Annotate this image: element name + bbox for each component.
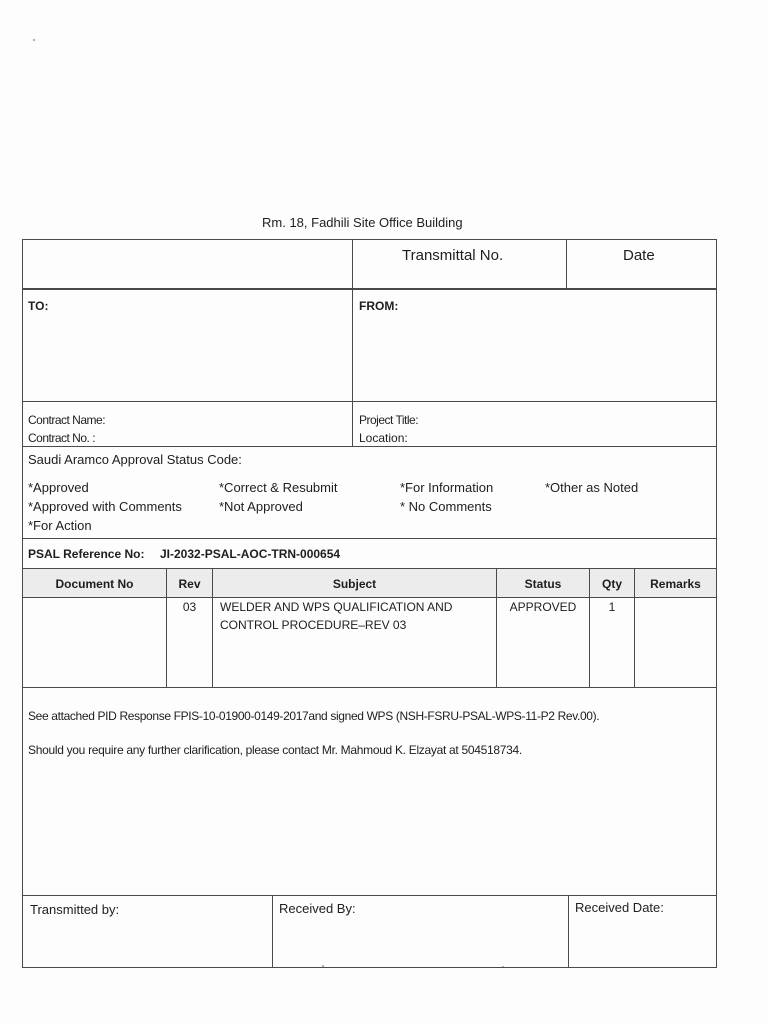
contract-no-label: Contract No. : xyxy=(28,431,96,445)
divider-footer-1 xyxy=(272,895,273,968)
scan-speck xyxy=(33,39,35,41)
status-approved-with-comments: *Approved with Comments xyxy=(28,499,182,514)
cell-subject-line1: WELDER AND WPS QUALIFICATION AND xyxy=(220,600,453,614)
transmittal-no-label: Transmittal No. xyxy=(402,247,504,264)
to-label: TO: xyxy=(28,299,49,313)
col-header-status: Status xyxy=(524,577,562,591)
contract-name-label: Contract Name: xyxy=(28,413,106,427)
cell-subject-line2: CONTROL PROCEDURE–REV 03 xyxy=(220,618,407,632)
table-row xyxy=(23,598,716,687)
rule-ref-bottom xyxy=(22,568,717,569)
rule-parties-bottom xyxy=(22,401,717,402)
date-label: Date xyxy=(623,247,655,264)
rule-contract-bottom xyxy=(22,446,717,447)
from-label: FROM: xyxy=(359,299,399,313)
cell-rev: 03 xyxy=(182,600,197,614)
status-for-action: *For Action xyxy=(28,518,92,533)
received-date-label: Received Date: xyxy=(575,900,664,915)
col-header-remarks: Remarks xyxy=(650,577,701,591)
divider-parties xyxy=(352,289,353,447)
divider-footer-2 xyxy=(568,895,569,968)
col-header-qty: Qty xyxy=(601,577,622,591)
col-header-subject: Subject xyxy=(332,577,377,591)
transmitted-by-label: Transmitted by: xyxy=(30,902,120,917)
office-address: Rm. 18, Fadhili Site Office Building xyxy=(262,215,463,230)
project-title-label: Project Title: xyxy=(359,413,419,427)
note-contact: Should you require any further clarification, please contact Mr. Mahmoud K. Elzayat at 504518734. xyxy=(28,743,522,757)
divider-header-2 xyxy=(566,239,567,289)
note-attached-response: See attached PID Response FPIS-10-01900-0149-2017and signed WPS (NSH-FSRU-PSAL-WPS-11-P2 Rev.00). xyxy=(28,709,600,723)
psal-reference-value: JI-2032-PSAL-AOC-TRN-000654 xyxy=(160,547,341,561)
rule-header-bottom xyxy=(22,288,717,290)
cell-qty: 1 xyxy=(608,600,616,614)
status-not-approved: *Not Approved xyxy=(219,499,303,514)
rule-bottom xyxy=(22,967,717,968)
divider-header-1 xyxy=(352,239,353,289)
rule-notes-bottom xyxy=(22,895,717,896)
col-header-rev: Rev xyxy=(178,577,201,591)
status-no-comments: * No Comments xyxy=(400,499,492,514)
cell-status: APPROVED xyxy=(509,600,577,614)
rule-rows-bottom xyxy=(22,687,717,688)
rule-top xyxy=(22,239,717,240)
status-for-information: *For Information xyxy=(400,480,494,495)
status-code-title: Saudi Aramco Approval Status Code: xyxy=(28,452,242,467)
psal-reference-label: PSAL Reference No: xyxy=(28,547,145,561)
status-correct-resubmit: *Correct & Resubmit xyxy=(219,480,338,495)
status-approved: *Approved xyxy=(28,480,89,495)
border-right xyxy=(716,239,717,968)
rule-status-bottom xyxy=(22,538,717,539)
status-other-as-noted: *Other as Noted xyxy=(545,480,639,495)
received-by-label: Received By: xyxy=(279,901,356,916)
col-header-document-no: Document No xyxy=(55,577,134,591)
location-label: Location: xyxy=(359,431,408,445)
